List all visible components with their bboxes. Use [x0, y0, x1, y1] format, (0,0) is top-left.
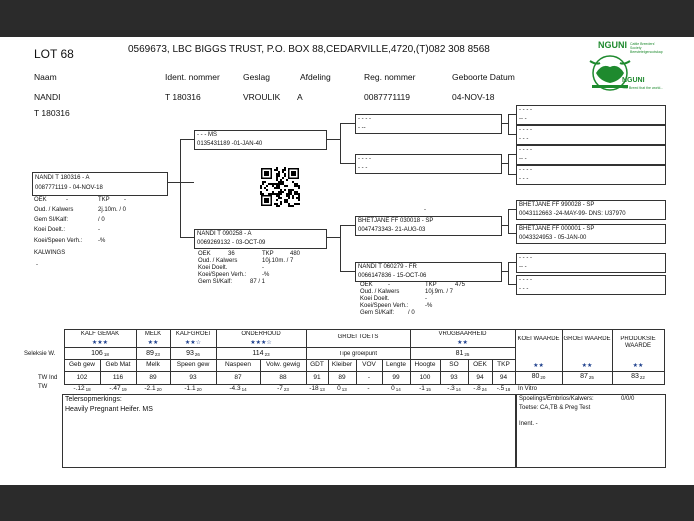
sel-kalfgroei: $93_{26}$: [186, 350, 200, 357]
dd-speen-label: Koei/Speen Verh.:: [360, 303, 409, 309]
hdr-kalf-gemak: KALF GEMAK: [80, 331, 120, 337]
animal-reg: 0087771119: [364, 92, 411, 102]
tw-ind-2: 89: [149, 374, 157, 381]
dam-age-label: Oud. / Kalwers: [198, 258, 238, 264]
stars-produksie: ★★: [632, 363, 644, 369]
in-vitro-label: In Vitro: [518, 386, 537, 392]
sire-dam-box: [355, 154, 502, 174]
dd-tkp-label: TKP: [425, 282, 437, 288]
tw-ind-11: 93: [450, 374, 458, 381]
sel-produksie: $83_{22}$: [631, 373, 645, 380]
subheader-13: TKP: [497, 361, 510, 368]
tw-value-7: $0_{13}$: [337, 385, 347, 392]
gen4-box-8: [516, 275, 666, 295]
subheader-6: GDT: [310, 361, 324, 368]
dd-koei-label: Koei Doelt.: [360, 296, 390, 302]
gen4-7-line1: - - - -: [519, 255, 532, 261]
connector: [508, 209, 516, 210]
subject-age: 2j.10m. / 0: [98, 207, 127, 213]
remarks-right-box: [516, 394, 666, 468]
tw-value-11: $-.3_{14}$: [447, 385, 461, 392]
connector: [508, 209, 509, 233]
stars-groei: ★★: [581, 363, 593, 369]
gen4-3-line1: - - - -: [519, 147, 532, 153]
tw-value-8: -: [367, 385, 370, 392]
stars-vrug: ★★: [457, 340, 468, 346]
subheader-11: SO: [449, 361, 459, 368]
dam-speen-label: Koei/Speen Verh.:: [198, 272, 247, 278]
logo-title: NGUNI: [598, 40, 627, 50]
logo-small-text: The Breed that the world...: [622, 86, 664, 90]
animal-name: NANDI: [34, 92, 61, 102]
dam-line2: 0069269132 - 03-OCT-09: [197, 240, 266, 246]
connector: [340, 163, 355, 164]
gen4-box-6: [516, 224, 666, 244]
gen4-6-line1: BHETJANE FF 000001 - SP: [519, 226, 595, 232]
owner-details: 0569673, LBC BIGGS TRUST, P.O. BOX 88,CEDARVILLE,4720,(T)082 308 8568: [128, 44, 490, 55]
gen4-box-1: [516, 105, 666, 125]
connector: [325, 139, 340, 140]
subject-koei: -: [98, 227, 100, 233]
connector: [508, 154, 509, 174]
dd-tkp: 475: [455, 282, 466, 288]
tw-ind-10: 100: [419, 374, 431, 381]
dam-dam-box: [355, 262, 502, 282]
gen4-5-line2: 0043112663 -24-MAY-99- DNS: U37970: [519, 211, 626, 217]
sire-sire-line1: - - - -: [358, 116, 371, 122]
subject-tkp-label: TKP: [98, 197, 110, 203]
connector: [340, 123, 355, 124]
animal-ident: T 180316: [165, 92, 201, 102]
dd-age-label: Oud. / Kalwers: [360, 289, 400, 295]
connector: [340, 225, 355, 226]
connector: [508, 284, 516, 285]
hdr-groei-waarde: GROEI WAARDE: [563, 336, 611, 342]
sel-vrug: $81_{25}$: [455, 350, 470, 357]
subheader-10: Hoogte: [414, 361, 436, 368]
dd-koei: -: [425, 296, 427, 302]
gen4-7-line2: -- -: [519, 264, 527, 270]
dam-koei-label: Koei Doelt.: [198, 265, 228, 271]
nguni-logo: [584, 39, 664, 97]
hdr-kalfgroei: KALFGROEI: [175, 331, 211, 337]
subject-speen-label: Koei/Speen Verh.:: [34, 238, 83, 244]
sel-koei: $80_{20}$: [531, 373, 546, 380]
dam-dam-line1: NANDI T 060279 - FR: [358, 264, 417, 270]
spoelings-value: 0/0/0: [621, 396, 635, 402]
subject-koei-label: Koei Doelt.:: [34, 227, 66, 233]
dam-tkp-label: TKP: [262, 251, 274, 257]
gen4-4-line1: - - - -: [519, 167, 532, 173]
logo-subtitle: NGUNI: [622, 77, 645, 84]
animal-section: A: [297, 92, 303, 102]
subject-gem: / 0: [98, 217, 105, 223]
dam-sire-above: -: [424, 207, 426, 213]
subject-line1: NANDI T 180316 - A: [35, 175, 90, 181]
dam-gem: 87 / 1: [250, 279, 266, 285]
sire-dam-line2: - - -: [358, 165, 368, 171]
tw-ind-0: 102: [76, 374, 88, 381]
subheader-5: Volw. gewig: [266, 361, 300, 368]
hdr-produksie-waarde: PRODUKSIE WAARDE: [620, 336, 656, 349]
tw-ind-1: 116: [112, 374, 124, 381]
toetse-text: Toetse: CA,TB & Preg Test: [519, 405, 591, 411]
gen4-box-3: [516, 145, 666, 165]
remarks-label: Telersopmerkings:: [65, 396, 122, 403]
subject-oek: -: [66, 197, 68, 203]
tw-value-10: $-1_{15}$: [419, 385, 431, 392]
tw-value-13: $-.5_{18}$: [496, 385, 511, 392]
dam-oek: 36: [228, 251, 235, 257]
tw-ind-12: 94: [476, 374, 484, 381]
tw-value-2: $-2.1_{20}$: [144, 385, 162, 392]
subject-tkp: -: [124, 197, 126, 203]
subheader-12: OEK: [473, 361, 487, 368]
dam-koei: -: [262, 265, 264, 271]
hdr-onderhoud: ONDERHOUD: [241, 331, 281, 337]
dam-oek-label: OEK: [198, 251, 211, 257]
hdr-melk: MELK: [144, 331, 162, 337]
gen4-1-line1: - - - -: [519, 107, 532, 113]
dam-box: [194, 229, 327, 249]
hdr-vrugbaarheid: VRUGBAARHEID: [438, 331, 487, 337]
col-ident: Ident. nommer: [165, 72, 220, 82]
subject-line2: 0087771119 - 04-NOV-18: [35, 185, 103, 191]
subject-gem-label: Gem SI/Kalf:: [34, 217, 69, 223]
tw-ind-3: 93: [189, 374, 197, 381]
sire-sire-box: [355, 114, 502, 134]
subject-age-label: Oud. / Kalwers: [34, 207, 74, 213]
remarks-text: Heavily Pregnant Heifer. MS: [65, 406, 153, 413]
tw-ind-7: 89: [338, 374, 346, 381]
gen4-2-line2: - - -: [519, 136, 529, 142]
connector: [508, 262, 509, 284]
sel-groei-toets: Tipe groeipunt: [338, 351, 378, 357]
dam-dam-line2: 0066147836 - 15-OCT-06: [358, 273, 427, 279]
sire-dam-line1: - - - -: [358, 156, 371, 162]
tw-value-5: $-7_{23}$: [277, 385, 289, 392]
gen4-box-5: [516, 200, 666, 220]
qr-code-icon: [260, 167, 300, 207]
sire-sire-line2: - --: [358, 125, 366, 131]
dam-sire-box: [355, 216, 502, 236]
subject-speen: -%: [98, 238, 106, 244]
dam-sire-line1: BHETJANE FF 030018 - SP: [358, 218, 434, 224]
logo-tagline: Cattle Breeders' Society Beestetelgenootskap: [630, 42, 663, 54]
gen4-5-line1: BHETJANE FF 990028 - SP: [519, 202, 595, 208]
tw-ind-13: 94: [499, 374, 508, 381]
dam-tkp: 480: [290, 251, 301, 257]
dd-oek: -: [388, 282, 390, 288]
pedigree-sheet: [0, 37, 694, 485]
connector: [340, 225, 341, 271]
lot-number: LOT 68: [34, 47, 74, 61]
tw-ind-5: 88: [279, 374, 287, 381]
sel-melk: $89_{23}$: [146, 350, 160, 357]
sel-onderhoud: $114_{23}$: [252, 350, 270, 357]
tw-value-3: $-1.1_{20}$: [184, 385, 202, 392]
connector: [508, 114, 509, 134]
gen4-4-line2: - - -: [519, 176, 529, 182]
subheader-2: Melk: [146, 361, 160, 368]
dd-speen: -%: [425, 303, 433, 309]
tw-value-1: $-.47_{19}$: [109, 385, 127, 392]
animal-tag: T 180316: [34, 108, 70, 118]
col-sex: Geslag: [243, 72, 270, 82]
connector: [180, 139, 194, 140]
dam-line1: NANDI T 090258 - A: [197, 231, 252, 237]
inent-text: Inent. -: [519, 421, 538, 427]
subject-kalwings: KALWINGS: [34, 250, 66, 256]
connector: [325, 237, 340, 238]
tw-ind-9: 99: [392, 374, 400, 381]
sel-groei: $87_{25}$: [580, 373, 594, 380]
connector: [340, 271, 355, 272]
dd-gem: / 0: [408, 310, 415, 316]
dam-sire-line2: 0047473343- 21-AUG-03: [358, 227, 426, 233]
sel-kalf: $106_{18}$: [91, 350, 109, 357]
gen4-box-7: [516, 253, 666, 273]
connector: [508, 134, 516, 135]
subheader-7: Kleiber: [331, 361, 353, 368]
dd-age: 10j.9m. / 7: [425, 289, 454, 295]
dd-gem-label: Gem SI/Kalf:: [360, 310, 395, 316]
tw-value-9: $0_{14}$: [391, 385, 401, 392]
col-dob: Geboorte Datum: [452, 72, 515, 82]
hdr-groei-toets: GROEI TOETS: [337, 334, 379, 340]
gen4-box-4: [516, 165, 666, 185]
gen4-6-line2: 0043324953 - 05-JAN-00: [519, 235, 587, 241]
stars-kalf: ★★★: [91, 340, 109, 346]
gen4-box-2: [516, 125, 666, 145]
subheader-8: VOV: [362, 361, 376, 368]
gen4-8-line1: - - - -: [519, 277, 532, 283]
col-section: Afdeling: [300, 72, 331, 82]
tw-ind-4: 87: [234, 374, 242, 381]
tw-ind-6: 91: [313, 374, 321, 381]
dd-oek-label: OEK: [360, 282, 373, 288]
tw-value-4: $-4.3_{14}$: [229, 385, 247, 392]
connector: [508, 114, 516, 115]
stars-koei: ★★: [533, 363, 544, 369]
animal-dob: 04-NOV-18: [452, 92, 495, 102]
gen4-3-line2: -- -: [519, 156, 527, 162]
tw-ind-label: TW Ind: [38, 375, 58, 381]
stars-kalfgroei: ★★☆: [184, 340, 202, 346]
hdr-koei-waarde: KOEI WAARDE: [517, 336, 560, 342]
connector: [180, 139, 181, 238]
dam-age: 10j.10m. / 7: [262, 258, 294, 264]
tw-value-0: $-.12_{18}$: [73, 385, 91, 392]
connector: [508, 262, 516, 263]
connector: [508, 154, 516, 155]
gen4-2-line1: - - - -: [519, 127, 532, 133]
connector: [340, 123, 341, 163]
stars-melk: ★★: [147, 340, 159, 346]
subject-box: [32, 172, 168, 196]
tw-label: TW: [38, 384, 48, 390]
sire-line1: - - - MS: [197, 132, 217, 138]
gen4-1-line2: -- -: [519, 116, 527, 122]
sire-box: [194, 130, 327, 150]
dam-gem-label: Gem SI/Kalf:: [198, 279, 233, 285]
col-reg: Reg. nommer: [364, 72, 416, 82]
seleksie-label: Seleksie W.: [24, 351, 56, 357]
subheader-9: Lengte: [386, 361, 406, 368]
subheader-0: Geb gew: [68, 361, 96, 368]
col-name: Naam: [34, 72, 57, 82]
gen4-8-line2: - - -: [519, 286, 529, 292]
connector: [508, 233, 516, 234]
tw-value-12: $-.8_{24}$: [473, 385, 487, 392]
dam-speen: -%: [262, 272, 270, 278]
connector: [508, 174, 516, 175]
stars-onderhoud: ★★★☆: [250, 340, 272, 346]
subheader-4: Naspeen: [224, 361, 252, 368]
spoelings-label: Spoelings/Embrios/Kalwers:: [519, 396, 594, 402]
subject-oek-label: OEK: [34, 197, 47, 203]
sire-line2: 0135431189 -01-JAN-40: [197, 141, 263, 147]
tw-value-6: $-18_{13}$: [309, 385, 325, 392]
remarks-box: [62, 394, 516, 468]
subheader-1: Geb Mat: [105, 361, 131, 368]
connector: [180, 237, 194, 238]
subject-dash: -: [36, 262, 38, 268]
tw-ind-8: -: [367, 374, 371, 381]
subheader-3: Speen gew: [176, 361, 210, 368]
animal-sex: VROULIK: [243, 92, 281, 102]
